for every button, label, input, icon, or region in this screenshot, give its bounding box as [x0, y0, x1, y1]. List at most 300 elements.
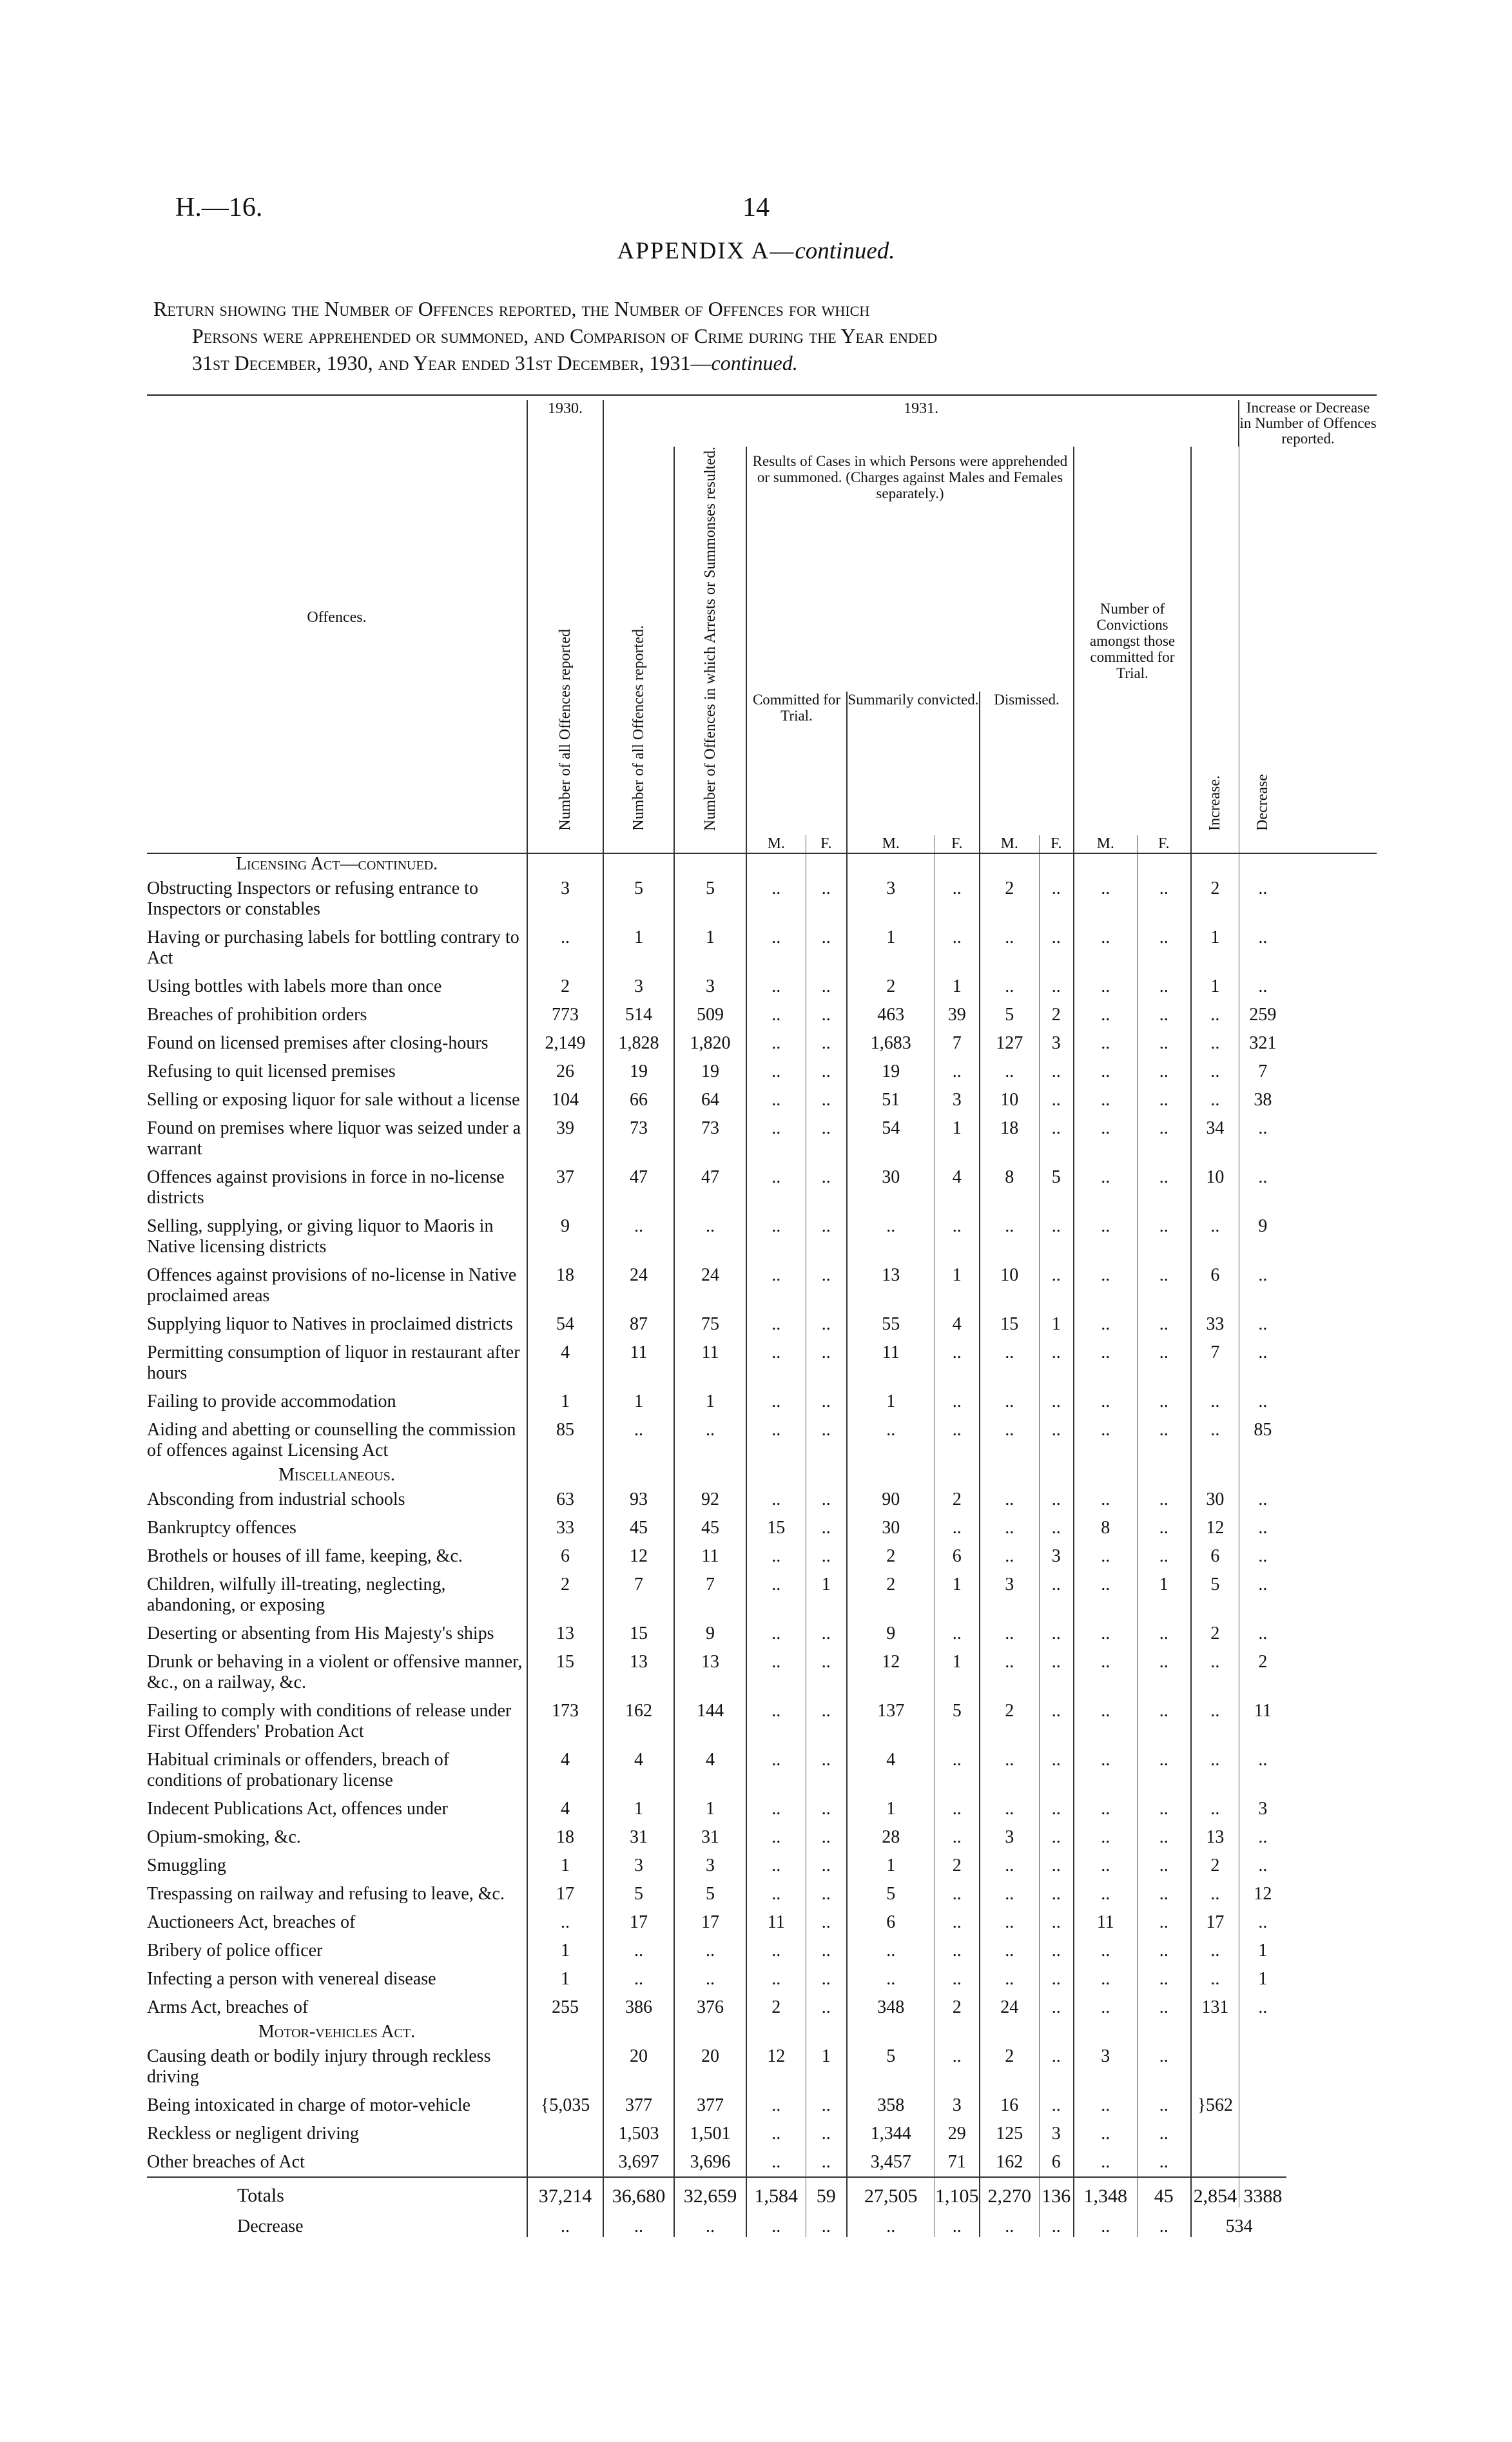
value-cell: 64	[674, 1086, 746, 1114]
value-cell: 1	[935, 1114, 980, 1163]
value-cell: 5	[847, 1880, 935, 1908]
value-cell: ..	[806, 1212, 847, 1261]
offence-label: Refusing to quit licensed premises	[147, 1058, 527, 1086]
value-cell: 24	[980, 1993, 1039, 2022]
value-cell: ..	[1137, 1086, 1191, 1114]
col-arrests	[674, 447, 746, 835]
col-arrests-label: Number of Offences in which Arrests or Summonses resulted.	[702, 447, 719, 831]
col-1930-all-label: Number of all Offences reported	[557, 629, 574, 831]
value-cell: 39	[935, 1001, 980, 1029]
value-cell: 1	[1137, 1571, 1191, 1620]
value-cell: 10	[1191, 1163, 1239, 1212]
offence-label: Bankruptcy offences	[147, 1514, 527, 1542]
value-cell: 2,149	[527, 1029, 603, 1058]
value-cell: 37	[527, 1163, 603, 1212]
offence-label: Arms Act, breaches of	[147, 1993, 527, 2022]
value-cell: ..	[1074, 1993, 1137, 2022]
value-cell: ..	[1137, 1486, 1191, 1514]
value-cell: ..	[847, 1937, 935, 1965]
value-cell: 463	[847, 1001, 935, 1029]
empty-cell	[806, 1465, 847, 1486]
value-cell	[1239, 2042, 1286, 2091]
value-cell: 10	[980, 1086, 1039, 1114]
value-cell: ..	[935, 1058, 980, 1086]
empty-cell	[847, 2022, 935, 2042]
offence-label: Deserting or absenting from His Majesty's ships	[147, 1620, 527, 1648]
empty-cell: ..	[847, 2207, 935, 2237]
mf-spacer	[147, 835, 527, 853]
value-cell: 1	[603, 1795, 674, 1823]
value-cell: ..	[1137, 1388, 1191, 1416]
empty-cell	[1239, 2022, 1286, 2042]
value-cell: ..	[1039, 2091, 1074, 2120]
value-cell: 15	[527, 1648, 603, 1697]
value-cell	[1191, 2042, 1239, 2091]
value-cell: ..	[935, 1937, 980, 1965]
value-cell: ..	[746, 1416, 806, 1465]
value-cell: ..	[746, 1648, 806, 1697]
value-cell: ..	[806, 1795, 847, 1823]
value-cell: ..	[1039, 1212, 1074, 1261]
empty-cell	[1137, 1465, 1191, 1486]
offence-label: Trespassing on railway and refusing to leave, &c.	[147, 1880, 527, 1908]
value-cell: ..	[1074, 1937, 1137, 1965]
value-cell: ..	[1039, 1648, 1074, 1697]
offence-label: Aiding and abetting or counselling the commission of offences against Licensing Act	[147, 1416, 527, 1465]
table-row	[147, 973, 1377, 1001]
value-cell: 11	[1254, 1701, 1272, 1721]
value-cell: ..	[1258, 1265, 1268, 1286]
value-cell: ..	[980, 1212, 1039, 1261]
value-cell: 255	[527, 1993, 603, 2022]
value-cell: ..	[1074, 1620, 1137, 1648]
value-cell	[527, 2148, 603, 2177]
value-cell: ..	[1137, 1852, 1191, 1880]
value-cell: 5	[980, 1001, 1039, 1029]
value-cell: 15	[603, 1620, 674, 1648]
value-cell: ..	[1039, 1697, 1074, 1746]
value-cell: 2	[980, 2042, 1039, 2091]
value-cell: ..	[980, 1648, 1039, 1697]
value-cell: ..	[1258, 1856, 1268, 1876]
value-cell: 54	[527, 1310, 603, 1339]
value-cell: 2	[1191, 1620, 1239, 1648]
empty-cell	[746, 1465, 806, 1486]
value-cell: ..	[1074, 1261, 1137, 1310]
motor-1930-total: {5,035	[527, 2091, 603, 2120]
value-cell: ..	[980, 1880, 1039, 1908]
value-cell: 3	[603, 973, 674, 1001]
value-cell: ..	[1137, 1114, 1191, 1163]
offence-label: Smuggling	[147, 1852, 527, 1880]
value-cell	[1239, 2091, 1286, 2120]
net-decrease: 534	[1225, 2216, 1253, 2237]
value-cell: 85	[1254, 1420, 1272, 1440]
value-cell: ..	[1258, 1827, 1268, 1848]
value-cell: ..	[1074, 1001, 1137, 1029]
value-cell: 358	[847, 2091, 935, 2120]
value-cell: 20	[603, 2042, 674, 2091]
value-cell: ..	[1074, 1795, 1137, 1823]
offence-label: Breaches of prohibition orders	[147, 1001, 527, 1029]
value-cell: 29	[935, 2120, 980, 2148]
value-cell: ..	[1039, 1620, 1074, 1648]
value-cell: 1	[935, 973, 980, 1001]
value-cell: ..	[806, 1086, 847, 1114]
value-cell: ..	[1258, 1118, 1268, 1139]
value-cell: ..	[603, 1212, 674, 1261]
offence-label: Opium-smoking, &c.	[147, 1823, 527, 1852]
value-cell: 1	[674, 924, 746, 973]
value-cell: ..	[935, 1823, 980, 1852]
year-1930-header: 1930.	[527, 400, 603, 447]
value-cell: 31	[674, 1823, 746, 1852]
table-row	[147, 875, 1377, 924]
value-cell: 6	[527, 1542, 603, 1571]
empty-cell: ..	[527, 2207, 603, 2237]
total-cell: 27,505	[847, 2177, 935, 2207]
value-cell: ..	[1039, 1852, 1074, 1880]
value-cell: 73	[674, 1114, 746, 1163]
value-cell: ..	[806, 1261, 847, 1310]
value-cell: ..	[1074, 1486, 1137, 1514]
value-cell: 13	[1191, 1823, 1239, 1852]
empty-cell	[1137, 853, 1191, 875]
value-cell: 7	[935, 1029, 980, 1058]
value-cell: ..	[935, 1620, 980, 1648]
motor-increase-total: }562	[1191, 2091, 1239, 2120]
value-cell: ..	[1074, 924, 1137, 973]
value-cell: 7	[1258, 1061, 1268, 1082]
section-title: Miscellaneous.	[147, 1465, 527, 1486]
value-cell: ..	[746, 1001, 806, 1029]
value-cell: ..	[1137, 1823, 1191, 1852]
value-cell: 87	[603, 1310, 674, 1339]
value-cell: ..	[746, 2120, 806, 2148]
offence-label: Habitual criminals or offenders, breach of conditions of probationary license	[147, 1746, 527, 1795]
offence-label: Children, wilfully ill-treating, neglecting, abandoning, or exposing	[147, 1571, 527, 1620]
value-cell: ..	[1074, 1388, 1137, 1416]
table-row	[147, 1852, 1377, 1880]
value-cell: 3	[1039, 1029, 1074, 1058]
value-cell: ..	[1258, 1518, 1268, 1538]
value-cell: ..	[746, 1697, 806, 1746]
value-cell: 5	[674, 1880, 746, 1908]
value-cell: 173	[527, 1697, 603, 1746]
value-cell: 1	[806, 2042, 847, 2091]
value-cell	[527, 2042, 603, 2091]
value-cell: ..	[1258, 1997, 1268, 2018]
table-row	[147, 1746, 1377, 1795]
value-cell: ..	[1137, 1697, 1191, 1746]
empty-cell	[847, 853, 935, 875]
value-cell: 1,820	[674, 1029, 746, 1058]
offence-label: Other breaches of Act	[147, 2148, 527, 2177]
value-cell: 3	[935, 2091, 980, 2120]
value-cell: 127	[980, 1029, 1039, 1058]
value-cell: ..	[935, 1339, 980, 1388]
value-cell: 509	[674, 1001, 746, 1029]
value-cell: 4	[847, 1746, 935, 1795]
value-cell: 54	[847, 1114, 935, 1163]
empty-cell	[1191, 853, 1239, 875]
value-cell: ..	[935, 924, 980, 973]
value-cell: 4	[935, 1310, 980, 1339]
value-cell: ..	[1039, 1993, 1074, 2022]
value-cell: ..	[1137, 2120, 1191, 2148]
value-cell: ..	[806, 1514, 847, 1542]
value-cell: ..	[1137, 1029, 1191, 1058]
dismissed-m: M.	[980, 835, 1039, 853]
empty-cell	[746, 853, 806, 875]
value-cell: ..	[1191, 1416, 1239, 1465]
table-row	[147, 1261, 1377, 1310]
value-cell: ..	[746, 1310, 806, 1339]
value-cell: ..	[603, 1416, 674, 1465]
value-cell: ..	[1258, 1750, 1268, 1770]
value-cell: ..	[935, 1880, 980, 1908]
value-cell: ..	[935, 1965, 980, 1993]
empty-cell	[603, 1465, 674, 1486]
value-cell: ..	[1137, 1937, 1191, 1965]
value-cell: ..	[980, 1388, 1039, 1416]
empty-cell	[1239, 853, 1286, 875]
value-cell: ..	[1258, 1912, 1268, 1933]
value-cell: 2	[935, 1486, 980, 1514]
value-cell: 34	[1191, 1114, 1239, 1163]
value-cell: 12	[746, 2042, 806, 2091]
value-cell: 90	[847, 1486, 935, 1514]
value-cell: ..	[1137, 1163, 1191, 1212]
value-cell: ..	[1137, 1542, 1191, 1571]
value-cell: ..	[1137, 1620, 1191, 1648]
value-cell: ..	[935, 1388, 980, 1416]
value-cell: 1	[527, 1937, 603, 1965]
value-cell: 66	[603, 1086, 674, 1114]
value-cell: 3	[847, 875, 935, 924]
committed-m: M.	[746, 835, 806, 853]
value-cell: ..	[1258, 976, 1268, 997]
value-cell: ..	[1137, 1001, 1191, 1029]
value-cell: ..	[980, 1058, 1039, 1086]
value-cell: ..	[746, 1086, 806, 1114]
value-cell: ..	[746, 1486, 806, 1514]
empty-cell	[674, 1465, 746, 1486]
value-cell: 3	[674, 1852, 746, 1880]
value-cell: 773	[527, 1001, 603, 1029]
value-cell: 125	[980, 2120, 1039, 2148]
empty-cell	[806, 2022, 847, 2042]
value-cell: 2	[980, 1697, 1039, 1746]
dismissed-f: F.	[1039, 835, 1074, 853]
empty-cell	[1239, 1465, 1286, 1486]
value-cell: 4	[674, 1746, 746, 1795]
value-cell: ..	[1039, 1571, 1074, 1620]
value-cell: ..	[1074, 1746, 1137, 1795]
empty-cell	[847, 1465, 935, 1486]
summarily-m: M.	[847, 835, 935, 853]
section-header-row	[147, 853, 1377, 875]
value-cell: ..	[674, 1212, 746, 1261]
value-cell: ..	[1039, 1261, 1074, 1310]
value-cell: ..	[806, 1001, 847, 1029]
top-rule	[147, 394, 1377, 396]
total-cell: 32,659	[674, 2177, 746, 2207]
value-cell: ..	[806, 924, 847, 973]
value-cell: ..	[1074, 1086, 1137, 1114]
value-cell: ..	[1191, 1388, 1239, 1416]
value-cell: 3,697	[603, 2148, 674, 2177]
return-title-line3-italic: continued.	[711, 351, 798, 374]
value-cell: 4	[527, 1746, 603, 1795]
value-cell: ..	[1074, 1310, 1137, 1339]
empty-cell: ..	[603, 2207, 674, 2237]
value-cell: 11	[674, 1339, 746, 1388]
table-row	[147, 1310, 1377, 1339]
section-title: Licensing Act—continued.	[147, 853, 527, 875]
value-cell: ..	[935, 1908, 980, 1937]
value-cell: ..	[1039, 1086, 1074, 1114]
value-cell: ..	[746, 1880, 806, 1908]
value-cell: ..	[746, 1746, 806, 1795]
value-cell: ..	[674, 1416, 746, 1465]
value-cell: ..	[1258, 1314, 1268, 1335]
value-cell: ..	[1039, 1795, 1074, 1823]
value-cell: ..	[806, 1163, 847, 1212]
value-cell: 18	[527, 1261, 603, 1310]
convictions-header: Number of Convictions amongst those committed for Trial.	[1074, 447, 1191, 835]
value-cell: ..	[980, 1620, 1039, 1648]
table-row	[147, 924, 1377, 973]
value-cell: 6	[1191, 1542, 1239, 1571]
value-cell: ..	[1074, 1163, 1137, 1212]
value-cell: ..	[1039, 1388, 1074, 1416]
value-cell: ..	[746, 1114, 806, 1163]
value-cell: 11	[603, 1339, 674, 1388]
value-cell: 2	[935, 1852, 980, 1880]
empty-cell	[806, 853, 847, 875]
value-cell: ..	[1137, 924, 1191, 973]
convictions-m: M.	[1074, 835, 1137, 853]
value-cell: 5	[847, 2042, 935, 2091]
value-cell: ..	[746, 924, 806, 973]
value-cell: 3	[1039, 2120, 1074, 2148]
value-cell: 376	[674, 1993, 746, 2022]
value-cell: 5	[1191, 1571, 1239, 1620]
value-cell: 259	[1249, 1005, 1277, 1025]
value-cell: 104	[527, 1086, 603, 1114]
value-cell: ..	[806, 2120, 847, 2148]
value-cell: 1,503	[603, 2120, 674, 2148]
value-cell: 10	[980, 1261, 1039, 1310]
value-cell: ..	[935, 1746, 980, 1795]
value-cell: ..	[806, 1937, 847, 1965]
value-cell: 3	[935, 1086, 980, 1114]
value-cell: ..	[1039, 1746, 1074, 1795]
offence-label: Obstructing Inspectors or refusing entrance to Inspectors or constables	[147, 875, 527, 924]
value-cell: 5	[603, 1880, 674, 1908]
value-cell: ..	[1258, 1489, 1268, 1510]
convictions-f: F.	[1137, 835, 1191, 853]
empty-cell: ..	[1074, 2207, 1137, 2237]
value-cell: ..	[746, 1212, 806, 1261]
section-header-row	[147, 1465, 1377, 1486]
value-cell: ..	[980, 1416, 1039, 1465]
value-cell: 15	[980, 1310, 1039, 1339]
offence-label: Reckless or negligent driving	[147, 2120, 527, 2148]
value-cell: 3	[980, 1571, 1039, 1620]
value-cell: ..	[980, 1339, 1039, 1388]
return-title-line3-main: 31st December, 1930, and Year ended 31st December, 1931—	[192, 351, 712, 374]
value-cell: 1	[603, 1388, 674, 1416]
value-cell: ..	[1258, 1391, 1268, 1412]
appendix-title	[0, 237, 1512, 265]
value-cell: 3	[1074, 2042, 1137, 2091]
table-row	[147, 1908, 1377, 1937]
value-cell: ..	[1074, 1880, 1137, 1908]
value-cell: ..	[935, 875, 980, 924]
value-cell: 5	[935, 1697, 980, 1746]
header-row-mf	[147, 835, 1377, 853]
value-cell: ..	[746, 1029, 806, 1058]
value-cell: ..	[1074, 1542, 1137, 1571]
offence-label: Found on premises where liquor was seized under a warrant	[147, 1114, 527, 1163]
empty-cell	[674, 853, 746, 875]
value-cell: 1	[1039, 1310, 1074, 1339]
empty-cell: ..	[746, 2207, 806, 2237]
return-title-line2: Persons were apprehended or summoned, and Comparison of Crime during the Year ended	[192, 324, 938, 347]
value-cell: ..	[746, 1388, 806, 1416]
value-cell: 131	[1191, 1993, 1239, 2022]
table-row	[147, 1058, 1377, 1086]
offence-label: Drunk or behaving in a violent or offensive manner, &c., on a railway, &c.	[147, 1648, 527, 1697]
value-cell: 1	[603, 924, 674, 973]
value-cell: ..	[746, 1571, 806, 1620]
offence-label: Supplying liquor to Natives in proclaimed districts	[147, 1310, 527, 1339]
value-cell: ..	[746, 1058, 806, 1086]
value-cell: 2	[1191, 875, 1239, 924]
offence-label: Bribery of police officer	[147, 1937, 527, 1965]
value-cell: ..	[1039, 924, 1074, 973]
value-cell: 377	[674, 2091, 746, 2120]
value-cell: 47	[674, 1163, 746, 1212]
value-cell: ..	[1039, 1908, 1074, 1937]
value-cell: ..	[980, 1746, 1039, 1795]
value-cell: 4	[603, 1746, 674, 1795]
value-cell: 12	[603, 1542, 674, 1571]
empty-cell	[1074, 853, 1137, 875]
value-cell	[527, 2120, 603, 2148]
value-cell: ..	[980, 1542, 1039, 1571]
table-row	[147, 1001, 1377, 1029]
col-1931-all-label: Number of all Offences reported.	[630, 625, 647, 831]
value-cell: ..	[1137, 973, 1191, 1001]
value-cell: ..	[1191, 1937, 1239, 1965]
value-cell: ..	[806, 1880, 847, 1908]
empty-cell	[980, 853, 1039, 875]
return-title-line3	[153, 349, 1378, 376]
offence-label: Offences against provisions in force in no-license districts	[147, 1163, 527, 1212]
table-row	[147, 1993, 1377, 2022]
value-cell: ..	[806, 1746, 847, 1795]
value-cell: ..	[746, 1620, 806, 1648]
value-cell: ..	[746, 1542, 806, 1571]
value-cell: 11	[746, 1908, 806, 1937]
value-cell: 3,457	[847, 2148, 935, 2177]
value-cell: 85	[527, 1416, 603, 1465]
col-increase	[1191, 447, 1239, 835]
table-row	[147, 1114, 1377, 1163]
